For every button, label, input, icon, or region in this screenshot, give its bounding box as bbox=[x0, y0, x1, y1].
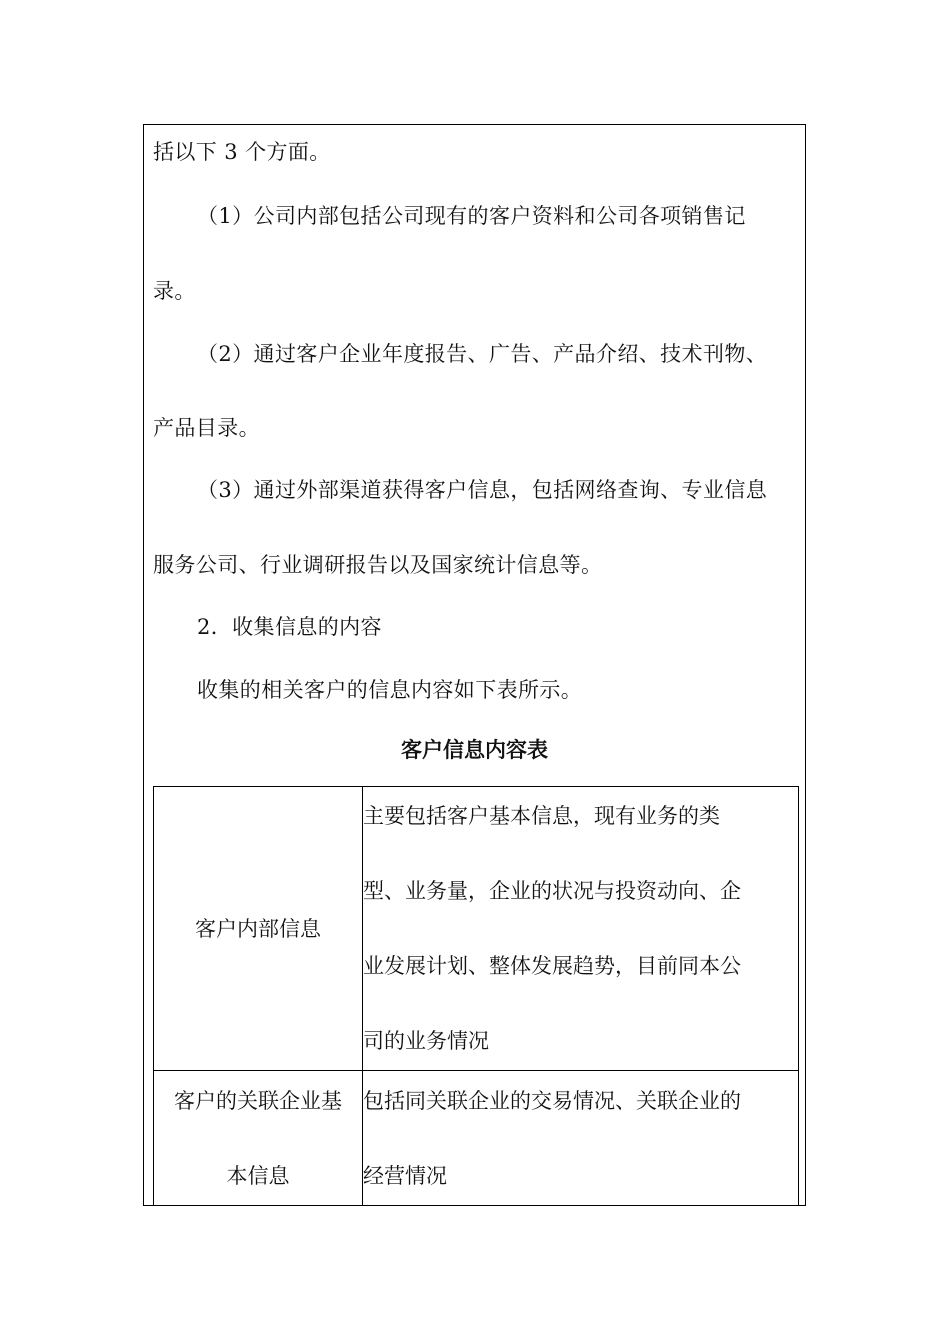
table-row bbox=[154, 787, 799, 1071]
list-item-2-line-1: （2）通过客户企业年度报告、广告、产品介绍、技术刊物、 bbox=[197, 342, 768, 366]
cell-text: 客户的关联企业基 bbox=[174, 1088, 342, 1113]
list-item-1-line-1: （1）公司内部包括公司现有的客户资料和公司各项销售记 bbox=[197, 204, 746, 228]
table-row bbox=[154, 1071, 799, 1206]
cell-text: 经营情况 bbox=[363, 1163, 447, 1188]
list-item-1-line-2: 录。 bbox=[153, 279, 196, 303]
cell-text: 包括同关联企业的交易情况、关联企业的 bbox=[363, 1088, 741, 1113]
list-item-2-line-2: 产品目录。 bbox=[153, 416, 260, 440]
cell-text: 司的业务情况 bbox=[363, 1029, 489, 1053]
cell-text: 本信息 bbox=[226, 1163, 290, 1188]
table-caption: 客户信息内容表 bbox=[401, 737, 548, 762]
list-item-3-line-2: 服务公司、行业调研报告以及国家统计信息等。 bbox=[153, 553, 603, 577]
cell-text: 客户内部信息 bbox=[195, 916, 321, 941]
customer-info-table bbox=[153, 786, 799, 1206]
paragraph-line: 括以下 3 个方面。 bbox=[153, 140, 331, 164]
section-heading: 2．收集信息的内容 bbox=[197, 615, 382, 639]
cell-text: 业发展计划、整体发展趋势，目前同本公 bbox=[363, 954, 741, 978]
cell-text: 型、业务量，企业的状况与投资动向、企 bbox=[363, 879, 741, 903]
table-key-cell bbox=[154, 1071, 363, 1206]
table-value-cell bbox=[363, 787, 799, 1071]
list-item-3-line-1: （3）通过外部渠道获得客户信息，包括网络查询、专业信息 bbox=[197, 478, 768, 502]
table-value-cell bbox=[363, 1071, 799, 1206]
table-key-cell bbox=[154, 787, 363, 1071]
cell-text: 主要包括客户基本信息，现有业务的类 bbox=[363, 804, 720, 828]
intro-paragraph: 收集的相关客户的信息内容如下表所示。 bbox=[197, 678, 583, 702]
